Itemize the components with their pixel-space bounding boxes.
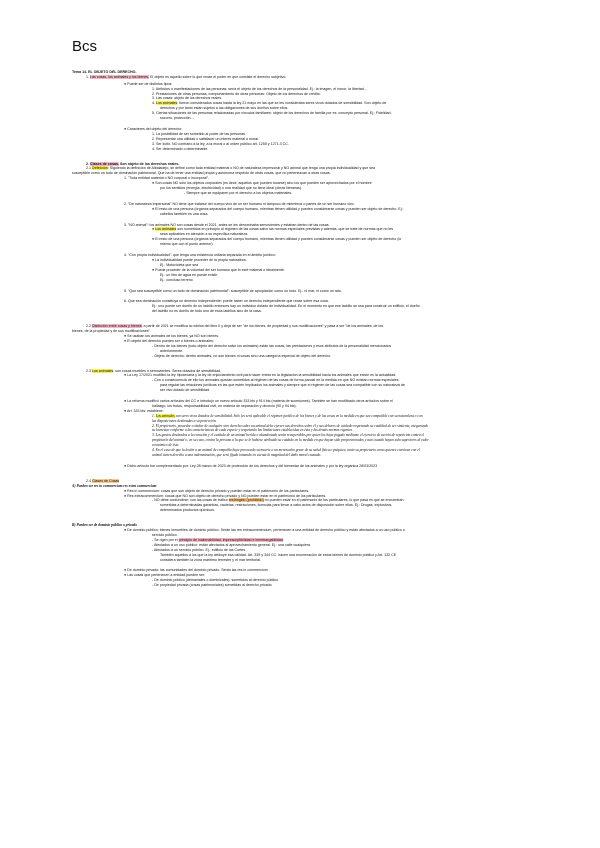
text-line: - De propiedad privada (cosas patrimoniales) sometidas al derecho privado xyxy=(152,583,272,588)
text-line: propietario del animal o, en su caso, contra la persona a la que se le hubiese atribuido su cuidado en la medida en que hayan sido proporcionados y aun cuando hayan sido superiores al valor xyxy=(152,438,429,443)
text-line: 2.3 Los animales: son cosas muebles o semovientes. Seres dotados de sensibilidad. xyxy=(86,368,222,373)
text-line: - Dentro de los bienes (todo objeto del derecho salvo los animales) están las cosas, las prestaciones y esos atributos de la personalidad mencionados xyxy=(152,343,392,348)
text-line: 2.1 Definición: Siguiendo la definición de Albaladejo, se define como toda entidad material o NO de naturaleza impersonal y NO animal que tenga una propia individualidad y que sea xyxy=(86,166,376,171)
text-line: B) Pueden ser de dominio público o privado xyxy=(72,523,137,528)
text-line: del ladrillo no es dueño de todo uno de esos ladrillos sino de la casa. xyxy=(152,309,262,314)
text-line: 2.4 Clases de Cosas xyxy=(86,478,120,483)
text-line: económico de éste. xyxy=(152,443,180,448)
text-line: - Se rigen por el principio de inalienabilidad, imprescriptibilidad e inembargabilidad. xyxy=(152,537,284,542)
text-line: ● Dicho artículo fue complementado por: Ley 28 marzo de 2023 de protección de los derechos y del bienestar de los animales y por la ley orgánica 28/03/2023 xyxy=(124,463,378,468)
text-line: 5. "Que sea susceptible como un todo de dominación patrimonial": susceptible de apropiación como un todo. Ej.: ni mar, ni como un rato. xyxy=(124,288,342,293)
text-line: 3. Ser lícito. NO contrario a la ley, a la moral o al orden público art. 1255 y 1271.3 CC. xyxy=(152,141,289,146)
text-line: Ej.: concluso terreno xyxy=(160,277,193,282)
text-line: ● Son cosas NO sólo los objetos corporales (es decir, aquellos que pueden tocarse) sino los que pueden ser aprovechados por el hombre xyxy=(152,181,372,186)
text-line: 3. "NO animal": los animales NO son cosas desde el 2021, antes se les denominaba semovientes y estaban dentro de las cosas. xyxy=(124,222,330,227)
text-line: También aquellos a los que la ley atribuye esa calidad. Art. 339 y 344 CC. hacen una enumeración de estos bienes de dominio público y Art. 132 CE xyxy=(160,552,397,557)
text-line: 2. "De naturaleza impersonal" NO tiene que tratarse del cuerpo vivo de un ser humano ni tampoco de miembros o partes de un ser humano vivo. xyxy=(124,201,355,206)
text-line: Tema 14. EL OBJETO DEL DERECHO. xyxy=(72,70,137,74)
text-line: cabellos también es una cosa. xyxy=(160,211,209,216)
highlighted-text: Clases de cosas. xyxy=(90,161,119,166)
highlighted-text: Clases de Cosas xyxy=(92,478,120,483)
text-line: ● Los animales son sometidos en principio al régimen de las cosas salvo las normas especiales previstas y además, que se trate de normas que no les xyxy=(152,227,394,232)
text-line: 2. Prestaciones de otras personas, comportamiento de otras personas: Objeto de los derechos de crédito. xyxy=(152,91,321,96)
text-line: 6. Que sea dominación constituya un derecho independiente: puede haber un derecho independiente que recae sobre esa cosa. xyxy=(124,299,329,304)
text-line: 2. Clases de cosas. Son objeto de los derechos reales. xyxy=(86,161,180,166)
highlighted-text: Distinción entre cosas y bienes xyxy=(92,324,142,329)
spacer xyxy=(72,314,534,324)
text-line: ● Caracteres del objeto del derecho: xyxy=(124,126,183,131)
text-line: Ej.: Motocicleta que sea xyxy=(160,262,199,267)
text-line: considera también la zona marítimo terrestre y el mar territorial. xyxy=(160,557,262,562)
text-line: 1. Las cosas, los animales y los bienes. El objeto es aquello sobre lo que recae el poder en que consiste el derecho subjetivo. xyxy=(86,74,287,79)
text-line: 2. Representar una utilidad o satisfacer un interés material o moral. xyxy=(152,136,260,141)
text-line: determinados productos químicos. xyxy=(160,508,215,513)
text-line: sean aplicables en atención a su específica naturaleza. xyxy=(160,232,249,237)
text-line: 4. En el caso de que la lesión a un animal de compañía haya provocado su muerte o un menoscabo grave de su salud física o psíquica, tanto su propietario como quienes convivan con el xyxy=(152,448,420,453)
text-line: 4. "Con propia individualidad": que tenga una existencia unitaria separada en el ámbito jurídico: xyxy=(124,253,276,258)
text-line: ● Res extracommercium: cosas que NO son objeto de derecho privado y NO pueden estar en el patrimonio de los particulares. xyxy=(124,493,327,498)
text-line: - De dominio público (demaniales o dominicales): sometidos al derecho público xyxy=(152,578,279,583)
text-line: susceptible como un todo de dominación patrimonial. Que ha de tener una entidad propia y autónoma respecto de otras cosas, que no pertenezcan a otras cosas. xyxy=(72,171,331,176)
highlighted-text: Los animales xyxy=(92,368,114,373)
highlighted-text: Los animales xyxy=(155,413,175,418)
text-line: ● Puede proceder de la voluntad del ser humano que lo esté material o idealmente. xyxy=(152,267,285,272)
text-line: - Objeto de derecho: dentro animales, no son bienes ni cosas sino una categoría especial de objeto del derecho. xyxy=(152,353,332,358)
text-line: ● Las cosas que pertenecen a entidad pueden ser: xyxy=(124,573,206,578)
document-body xyxy=(72,70,534,588)
text-line: 2.2 Distinción entre cosas y bienes: a partir de 2021 se modifica la rúbrica del libro II y deja de ser "de los bienes, de propiedad y sus modificaciones" y pasa a ser "de los animales, de los xyxy=(86,324,384,329)
text-line: A) Pueden ser res in commercium res extra commercium xyxy=(72,483,157,488)
text-line: servicio público. xyxy=(152,532,178,537)
text-line: ● Puede ser de distintos tipos: xyxy=(124,81,173,86)
text-line: derechos y por tanto están sujetos a las obligaciones de sus dueños sobre ellos. xyxy=(160,106,289,111)
text-line: mismo que con el punto anterior). xyxy=(160,242,214,247)
text-line: - Siempre que se equiparen por el derecho a los objetos materiales. xyxy=(184,190,293,195)
text-line: 1. Atributos o manifestaciones de las personas: sería el objeto de los derechos de la personalidad. Ej.: la imagen, el honor, la libertad… xyxy=(152,86,368,91)
highlighted-text: Definición xyxy=(92,166,108,171)
text-line: animal tienen derecho a una indemnización, que será fijada tomando en cuenta la magnitud del daño moral causado. xyxy=(152,453,322,457)
text-line: 1. Los animales son seres vivos dotados de sensibilidad. Solo les será aplicable el régimen jurídico de los bienes y de las cosas en la medida en que sea compatible con su naturaleza o con xyxy=(152,413,423,418)
text-line: socorro, protección… xyxy=(160,116,195,121)
text-line: 3. Las cosas: objeto de los derechos reales. xyxy=(152,96,223,101)
text-line: bienes, de la propiedad y de sus modificaciones". xyxy=(72,329,151,334)
highlighted-text: restringido (prohibido) xyxy=(228,498,264,503)
document-title: Bcs xyxy=(72,38,98,55)
text-line: ● La Ley 17/2021 modificó la ley hipotecaria y la ley de enjuiciamiento civil para hacer entrar en la legislación la sensibilidad hacia los animales que existe en la actualidad. xyxy=(124,373,397,378)
text-line: su bienestar conforme a las características de cada especie y respetando las limitaciones establecidas en ésta y las demás normas vigentes. xyxy=(152,428,353,433)
text-line: - NO debe confundirse: con las cosas de tráfico restringido (prohibido) no pueden estar en el patrimonio de los particulares, lo que pasa es que se encuentran xyxy=(152,498,404,503)
text-line: ● De dominio privado: las comunidades del dominio privado. Serán las res in commercium xyxy=(124,568,268,573)
text-line: ● La individualidad puede proceder de la propia naturaleza. xyxy=(152,258,247,262)
text-line: para regular las relaciones jurídicas en las que estén implicados los animales y siempre que el régimen de las cosas sea compatible con su naturaleza de xyxy=(160,383,405,388)
text-line: 3. Los gastos destinados a la curación y el cuidado de un animal herido o abandonado serán recuperables por quien los haya pagado mediante el ejercicio de acción de repetición contra el xyxy=(152,433,425,438)
text-line: sometidas a determinadas garantías, cautelas, restricciones, licencias para llevar a cabo actos de disposición sobre ellas. Ej.: Drogas, explosivos, xyxy=(160,503,393,508)
text-line: 2. El propietario, poseedor o titular de cualquier otro derecho sobre un animal debe ejercer sus derechos sobre él y sus deberes de cuidado respetando su cualidad de ser sintiente, asegurando xyxy=(152,423,429,428)
text-line: 4. Los animales: fueron considerados cosas hasta la ley 21 mayo en las que se les consideraba seres vivos dotados de sensibilidad. Son objeto de xyxy=(152,101,387,106)
text-line: anteriormente. xyxy=(160,348,184,353)
text-line: ● Se usaban los animales de los bienes, ya NO son bienes. xyxy=(124,333,220,338)
highlighted-text: Los animales xyxy=(156,101,178,106)
spacer xyxy=(72,513,534,523)
highlighted-text: principio de inalienabilidad, imprescriptibilidad e inembargabilidad xyxy=(178,537,283,542)
text-line: ● El objeto del derecho pueden ser o bienes o animales: xyxy=(124,338,214,343)
text-line: las disposiciones destinadas a su protección. xyxy=(152,418,217,423)
text-line: - Con o consecuencia de ello los animales quedan sometidos al régimen de las cosas de forma parcial en la medida en que NO existan normas especiales xyxy=(152,378,399,383)
spacer xyxy=(72,152,534,162)
text-line: ● El resto de una persona (órganos separados del cuerpo humano, mientras tienen utilidad y pueden considerarse cosas y pueden ser objeto de derecho (lo xyxy=(152,237,402,242)
text-line: 5. Ciertas situaciones de las personas relacionadas por vínculos familiares: objeto de los derechos de familia por ex. concepto personal. Ej.: Fidelidad, xyxy=(152,111,392,116)
text-line: ● La reforma modificó varios artículos del CC e introdujo un nuevo artículo 333 bis y 914 bis (materia de sucesiones). También se han modificado otros artículos sobre el xyxy=(124,399,393,404)
text-line: 4. Ser determinado o determinable. xyxy=(152,146,209,151)
highlighted-text: Las cosas, los animales y los bienes. xyxy=(90,74,150,79)
text-line: ● Art. 333 bis: establece: xyxy=(124,408,164,413)
text-line: 1. La posibilidad de ser sometido al poder de las personas. xyxy=(152,131,246,136)
text-line: Ej.: uno puede ser dueño de un ladrillo entonces hay un individuo dotado de individualidad. En el momento en que ese ladrillo se usa para construir un edificio, el dueño xyxy=(152,304,420,309)
text-line: - Afectados a un servicio público. Ej.: edificio de las Cortes xyxy=(152,547,246,552)
text-line: 1. "Toda entidad material o NO corporal o incorporal". xyxy=(124,176,210,181)
text-line: por los sentidos (energía, electricidad) o una realidad que no tiene ideal (obras literarias). xyxy=(160,186,303,191)
text-line: ser vivo dotado de sensibilidad. xyxy=(160,388,211,393)
highlighted-text: Los animales xyxy=(155,227,177,232)
text-line: ● El resto de una persona (órganos separados del cuerpo humano, mientras tienen utilidad y pueden considerarse cosas y pueden ser objeto de derecho. Ej.: xyxy=(152,206,404,211)
text-line: hallazgo, los frutos, responsabilidad civil, en materia de separación y divorcio (90 y 94 bis). xyxy=(152,403,297,408)
spacer xyxy=(72,469,534,479)
text-line: ● Res in commercium: cosas que son objeto de derecho privado y pueden estar en el patrimonio de los particulares. xyxy=(124,488,310,493)
text-line: ● De dominio público: bienes inmuebles de dominio público. Serán las res extracommercium, pertenecen a una entidad de derecho público y están afectados a un uso público o xyxy=(124,528,405,533)
text-line: Ej.: un litro de agua en puede existir xyxy=(160,272,218,277)
text-line: - Afectados a un uso público: están afectados al aprovechamiento general. Ej.: una calle cualquiera xyxy=(152,542,311,547)
spacer xyxy=(72,359,534,369)
